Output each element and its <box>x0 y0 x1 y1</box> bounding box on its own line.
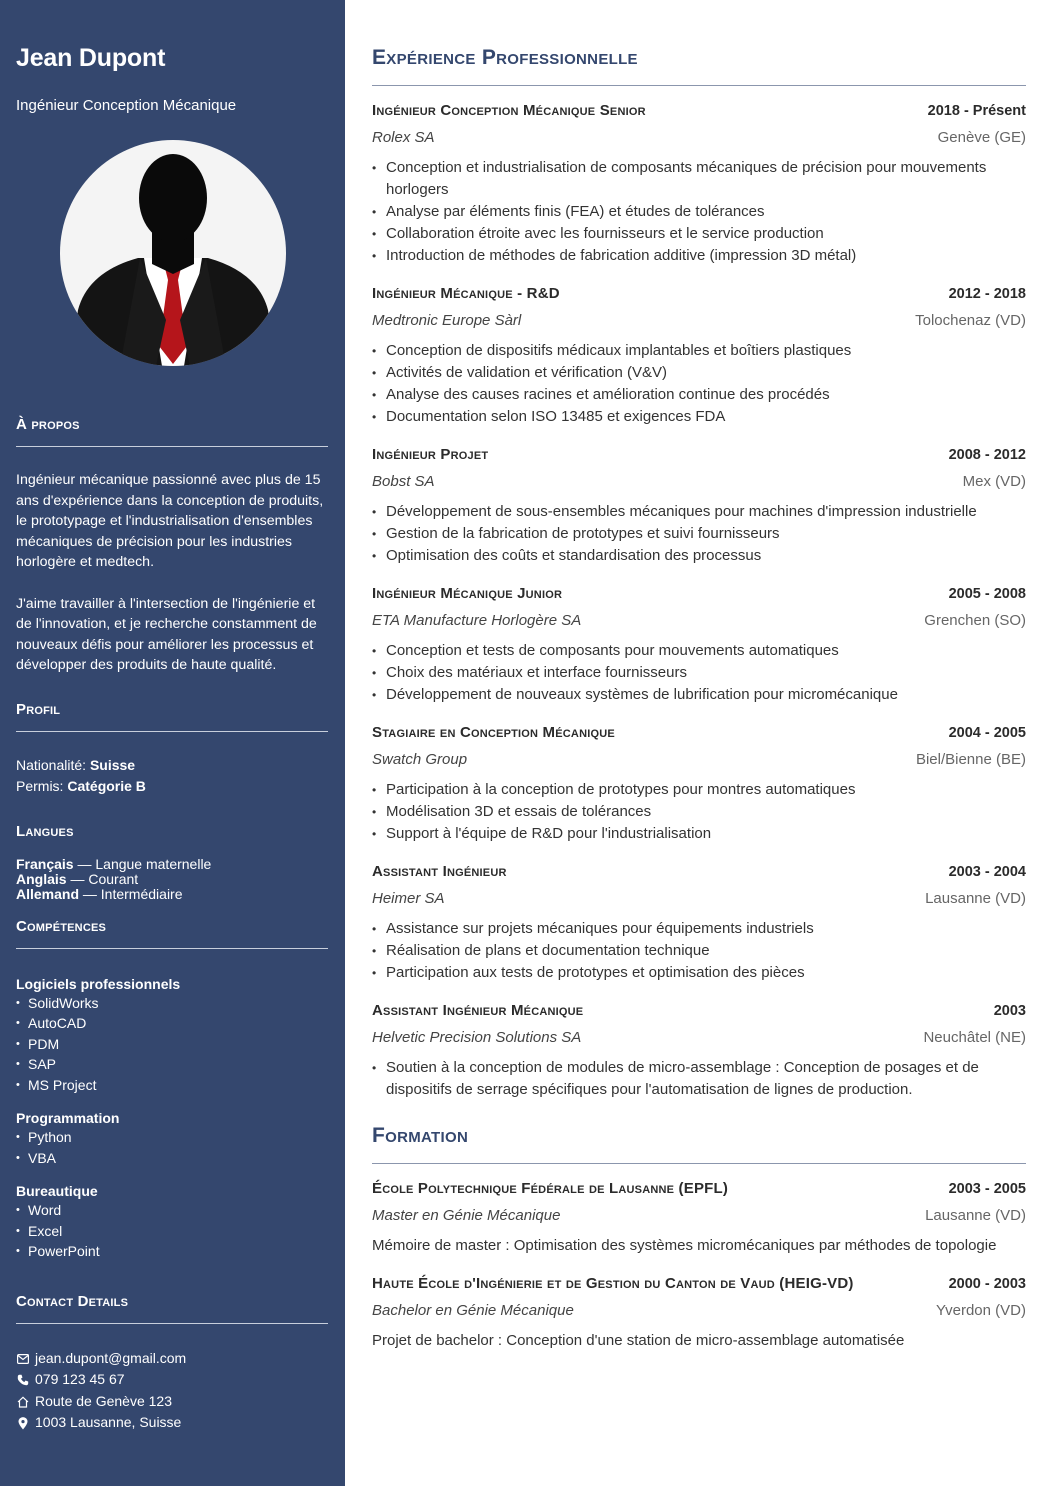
job-bullet: • Conception et tests de composants pour mouvements automatiques <box>372 640 1026 662</box>
formation-section <box>372 1123 1026 1352</box>
job-dates: 2003 <box>993 1003 1026 1019</box>
skill-item: • PDM <box>16 1034 328 1055</box>
job-title: Assistant Ingénieur Mécanique <box>372 1002 584 1019</box>
job-entry <box>372 285 1026 428</box>
langues-heading: Langues <box>16 822 74 840</box>
job-entry <box>372 863 1026 984</box>
skill-item: • SAP <box>16 1054 328 1075</box>
skill-group-title: Programmation <box>16 1110 120 1127</box>
job-dates: 2008 - 2012 <box>948 447 1026 463</box>
job-bullet: • Modélisation 3D et essais de tolérances <box>372 801 1026 823</box>
job-bullet: • Collaboration étroite avec les fournisseurs et le service production <box>372 223 1026 245</box>
job-title: Ingénieur Mécanique Junior <box>372 585 563 602</box>
job-location: Biel/Bienne (BE) <box>915 751 1026 768</box>
job-dates: 2012 - 2018 <box>948 286 1026 302</box>
job-location: Genève (GE) <box>937 129 1026 146</box>
job-title: Ingénieur Mécanique - R&D <box>372 285 560 302</box>
job-location: Neuchâtel (NE) <box>923 1029 1026 1046</box>
job-location: Mex (VD) <box>962 473 1026 490</box>
job-company: Rolex SA <box>372 129 435 146</box>
permit: Permis: Catégorie B <box>16 777 146 794</box>
formation-heading: Formation <box>372 1123 1026 1164</box>
job-bullet: • Développement de sous-ensembles mécaniques pour machines d'impression industrielle <box>372 501 1026 523</box>
avatar <box>60 140 286 366</box>
phone-icon <box>16 1373 30 1387</box>
contact-email[interactable]: jean.dupont@gmail.com <box>16 1348 328 1370</box>
education-dates: 2003 - 2005 <box>948 1181 1026 1197</box>
language-item: Français — Langue maternelle <box>16 855 212 872</box>
job-bullet: • Soutien à la conception de modules de micro-assemblage : Conception de posages et de dispositifs de serrage spécifiques pour l'automatisation de lignes de production. <box>372 1057 1026 1101</box>
job-bullet: • Conception de dispositifs médicaux implantables et boîtiers plastiques <box>372 340 1026 362</box>
school-name: Haute École d'Ingénierie et de Gestion du Canton de Vaud (HEIG-VD) <box>372 1275 854 1292</box>
job-bullet: • Assistance sur projets mécaniques pour équipements industriels <box>372 918 1026 940</box>
skill-group <box>16 975 328 1096</box>
job-location: Grenchen (SO) <box>924 612 1026 629</box>
home-icon <box>16 1395 30 1409</box>
envelope-icon <box>16 1352 30 1366</box>
about-text <box>16 470 328 676</box>
job-bullet: • Réalisation de plans et documentation technique <box>372 940 1026 962</box>
job-bullet: • Développement de nouveaux systèmes de lubrification pour micromécanique <box>372 684 1026 706</box>
skill-item: • SolidWorks <box>16 993 328 1014</box>
education-entry <box>372 1180 1026 1257</box>
job-dates: 2004 - 2005 <box>948 725 1026 741</box>
skill-item: • MS Project <box>16 1075 328 1096</box>
skill-item: • Word <box>16 1200 328 1221</box>
skill-item: • Excel <box>16 1221 328 1242</box>
degree: Bachelor en Génie Mécanique <box>372 1302 574 1319</box>
job-bullet: • Participation à la conception de prototypes pour montres automatiques <box>372 779 1026 801</box>
job-location: Lausanne (VD) <box>925 890 1026 907</box>
main-content <box>372 0 1026 1370</box>
experience-section <box>372 45 1026 1101</box>
education-description: Projet de bachelor : Conception d'une station de micro-assemblage automatisée <box>372 1332 905 1349</box>
school-location: Lausanne (VD) <box>925 1207 1026 1224</box>
skills <box>16 975 328 1262</box>
job-bullet: • Support à l'équipe de R&D pour l'industrialisation <box>372 823 1026 845</box>
language-item: Anglais — Courant <box>16 870 139 887</box>
job-company: Medtronic Europe Sàrl <box>372 312 522 329</box>
job-entry <box>372 446 1026 567</box>
language-item: Allemand — Intermédiaire <box>16 885 183 902</box>
language-list <box>16 857 328 902</box>
job-company: Heimer SA <box>372 890 445 907</box>
contact-phone[interactable]: 079 123 45 67 <box>16 1369 328 1391</box>
job-title: Assistant Ingénieur <box>372 863 507 880</box>
about-paragraph-2: J'aime travailler à l'intersection de l'ingénierie et de l'innovation, et je recherche constamment de nouveaux défis pour améliorer les processus et développer des produits de haute qualité. <box>16 595 317 674</box>
skill-item: • VBA <box>16 1148 328 1169</box>
job-dates: 2005 - 2008 <box>948 586 1026 602</box>
job-location: Tolochenaz (VD) <box>915 312 1026 329</box>
degree: Master en Génie Mécanique <box>372 1207 561 1224</box>
job-bullet: • Documentation selon ISO 13485 et exigences FDA <box>372 406 1026 428</box>
job-company: Swatch Group <box>372 751 468 768</box>
skill-group <box>16 1109 328 1168</box>
contact-heading: Contact Details <box>16 1293 328 1324</box>
job-dates: 2003 - 2004 <box>948 864 1026 880</box>
skill-item: • PowerPoint <box>16 1241 328 1262</box>
job-bullet: • Participation aux tests de prototypes et optimisation des pièces <box>372 962 1026 984</box>
job-bullet: • Choix des matériaux et interface fournisseurs <box>372 662 1026 684</box>
skill-group-title: Logiciels professionnels <box>16 975 181 992</box>
person-silhouette-icon <box>60 140 286 366</box>
contact-list <box>16 1348 328 1434</box>
sidebar <box>0 0 345 1486</box>
job-bullet: • Analyse par éléments finis (FEA) et études de tolérances <box>372 201 1026 223</box>
skill-group <box>16 1182 328 1262</box>
about-heading: À propos <box>16 416 328 447</box>
job-title: Ingénieur Projet <box>372 446 489 463</box>
job-bullet: • Analyse des causes racines et amélioration continue des procédés <box>372 384 1026 406</box>
school-name: École Polytechnique Fédérale de Lausanne (EPFL) <box>372 1180 729 1197</box>
school-location: Yverdon (VD) <box>935 1302 1026 1319</box>
education-description: Mémoire de master : Optimisation des systèmes micromécaniques par méthodes de topologie <box>372 1237 997 1254</box>
job-bullet: • Conception et industrialisation de composants mécaniques de précision pour mouvements horlogers <box>372 157 1026 201</box>
education-entry <box>372 1275 1026 1352</box>
map-pin-icon <box>16 1416 30 1430</box>
job-bullet: • Introduction de méthodes de fabrication additive (impression 3D métal) <box>372 245 1026 267</box>
person-role: Ingénieur Conception Mécanique <box>16 97 237 114</box>
job-company: ETA Manufacture Horlogère SA <box>372 612 582 629</box>
contact-address: Route de Genève 123 <box>16 1391 328 1413</box>
contact-city: 1003 Lausanne, Suisse <box>16 1412 328 1434</box>
job-entry <box>372 102 1026 267</box>
job-company: Helvetic Precision Solutions SA <box>372 1029 582 1046</box>
skill-group-title: Bureautique <box>16 1183 98 1200</box>
job-entry <box>372 585 1026 706</box>
job-dates: 2018 - Présent <box>927 103 1026 119</box>
skill-item: • AutoCAD <box>16 1013 328 1034</box>
competences-heading: Compétences <box>16 918 328 949</box>
experience-heading: Expérience Professionnelle <box>372 45 1026 86</box>
job-company: Bobst SA <box>372 473 435 490</box>
job-entry <box>372 724 1026 845</box>
education-dates: 2000 - 2003 <box>948 1276 1026 1292</box>
job-title: Stagiaire en Conception Mécanique <box>372 724 615 741</box>
skill-item: • Python <box>16 1127 328 1148</box>
job-bullet: • Activités de validation et vérification (V&V) <box>372 362 1026 384</box>
about-paragraph-1: Ingénieur mécanique passionné avec plus de 15 ans d'expérience dans la conception de produits, le prototypage et l'industrialisation d'ensembles mécaniques de précision pour les industries horlogère et medtech. <box>16 472 324 571</box>
job-entry <box>372 1002 1026 1101</box>
job-bullet: • Gestion de la fabrication de prototypes et suivi fournisseurs <box>372 523 1026 545</box>
person-name: Jean Dupont <box>16 44 166 72</box>
job-title: Ingénieur Conception Mécanique Senior <box>372 102 646 119</box>
profil-heading: Profil <box>16 701 328 732</box>
job-bullet: • Optimisation des coûts et standardisation des processus <box>372 545 1026 567</box>
nationality: Nationalité: Suisse <box>16 756 136 773</box>
